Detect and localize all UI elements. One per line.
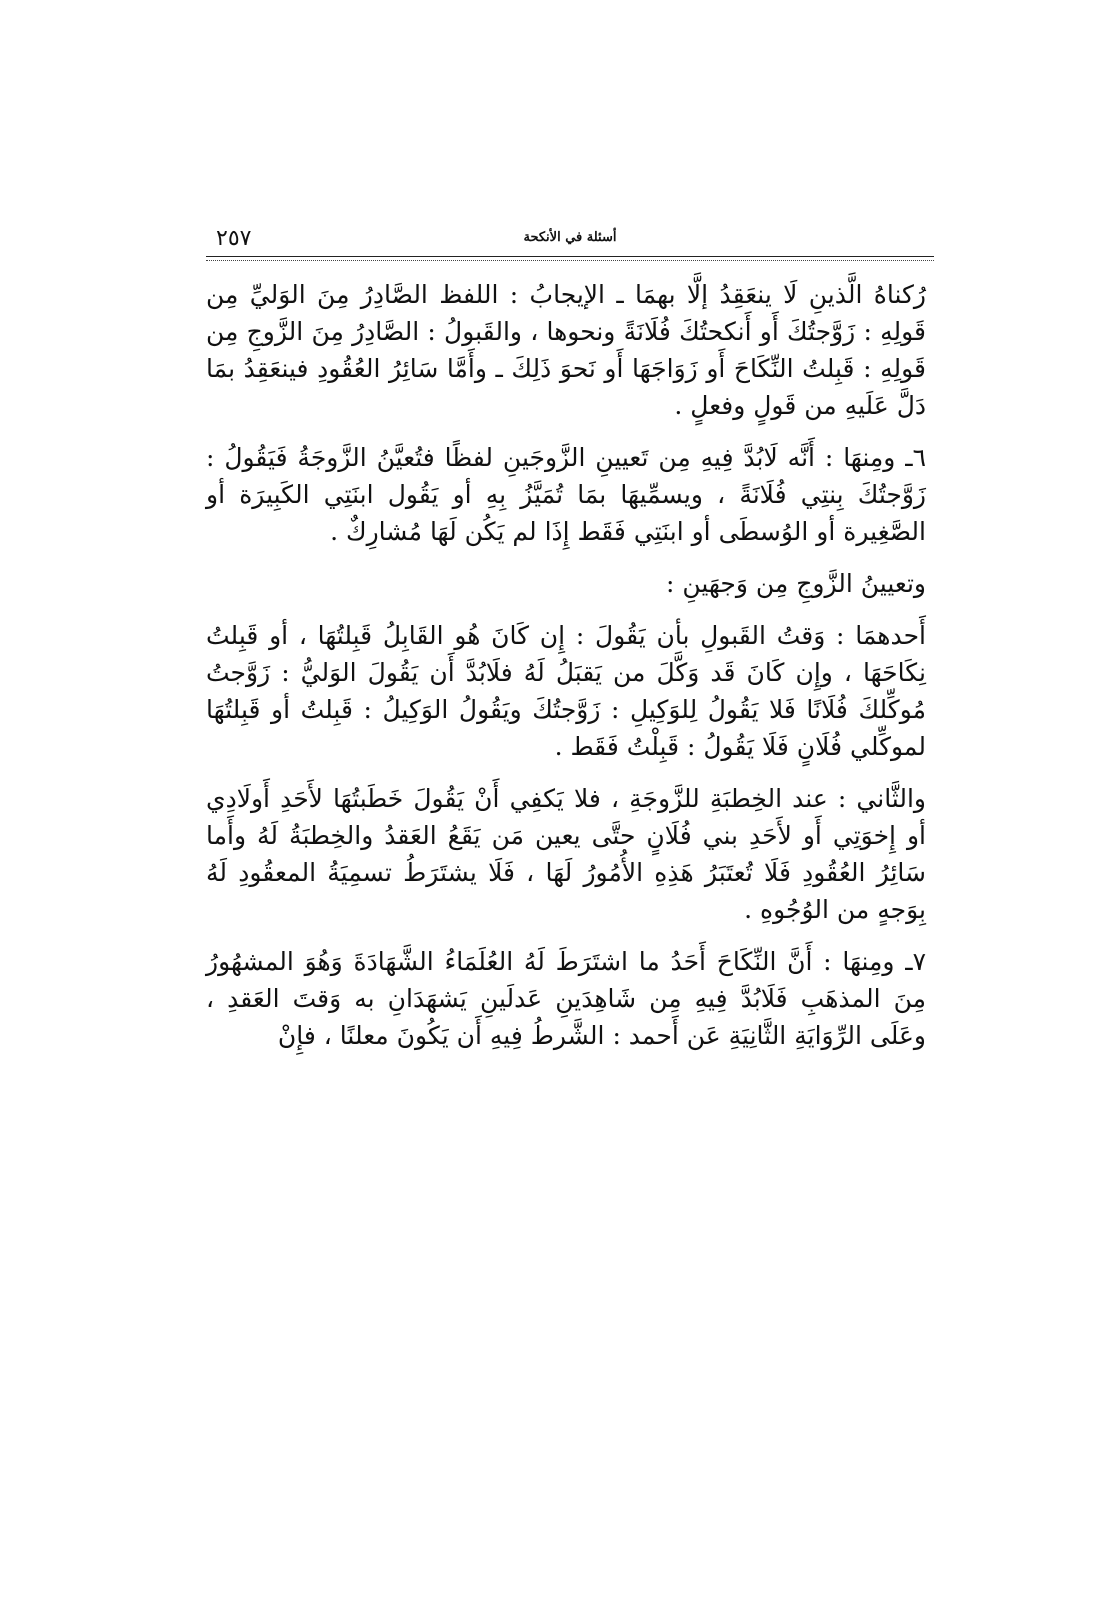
paragraph-item-7: ٧ـ ومِنهَا : أَنَّ النِّكَاحَ أَحَدُ ما اشتَرَطَ لَهُ العُلَمَاءُ الشَّهَادَةَ وَهُوَ المشهُورُ مِنَ المذهَبِ فَلَابُدَّ فِيهِ مِن شَاهِدَينِ عَدلَينِ يَشهَدَانِ به وَقتَ العَقدِ ، وعَلَى الرِّوَايَةِ الثَّانِيَةِ عَن أَحمد : الشَّرطُ فِيهِ أَن يَكُونَ معلنًا ، فإِنْ <box>206 947 926 1050</box>
header-rule <box>206 256 934 257</box>
running-header <box>206 222 934 258</box>
paragraph-pillars: رُكناهُ الَّذينِ لَا ينعَقِدُ إلَّا بهمَا ـ الإيجابُ : اللفظ الصَّادِرُ مِنَ الوَليِّ مِن قَولِهِ : زَوَّجتُكَ أَو أَنكحتُكَ فُلَانَةً ونحوها ، والقَبولُ : الصَّادِرُ مِنَ الزَّوجِ مِن قَولِهِ : قَبِلتُ النِّكَاحَ أَو زَوَاجَهَا أَو نَحوَ ذَلِكَ ـ وأَمَّا سَائِرُ العُقُودِ فينعَقِدُ بمَا دَلَّ عَلَيهِ من قَولٍ وفعلٍ . <box>206 280 926 420</box>
paragraph-first-aspect: أَحدهمَا : وَقتُ القَبولِ بأن يَقُولَ : إِن كَانَ هُو القَابِلُ قَبِلتُهَا ، أو قَبِلتُ نِكَاحَهَا ، وإِن كَانَ قَد وَكَّلَ من يَقبَلُ لَهُ فلَابُدَّ أَن يَقُولَ الوَليُّ : زَوَّجتُ مُوكِّلكَ فُلَانًا فَلا يَقُولُ لِلوَكِيلِ : زَوَّجتُكَ ويَقُولُ الوَكِيلُ : قَبِلتُ أو قَبِلتُهَا لموكِّلي فُلَانٍ فَلَا يَقُولُ : قَبِلْتُ فَقَط . <box>206 621 926 761</box>
header-dotted-rule <box>206 260 934 261</box>
page-number: ٢٥٧ <box>216 226 252 251</box>
running-title: أسئلة في الأنكحة <box>523 230 617 245</box>
paragraph-item-6: ٦ـ ومِنهَا : أَنَّه لَابُدَّ فِيهِ مِن تَعيينِ الزَّوجَينِ لفظًا فتُعيَّنُ الزَّوجَةُ فَيَقُولُ : زَوَّجتُكَ بِنتِي فُلَانَةً ، ويسمِّيهَا بمَا تُمَيَّزُ بِهِ أو يَقُول ابنَتِي الكَبِيرَة أو الصَّغِيرة أو الوُسطَى أو ابنَتِي فَقَط إِذَا لم يَكُن لَهَا مُشارِكٌ . <box>206 443 926 546</box>
paragraph-second-aspect: والثَّاني : عند الخِطبَةِ للزَّوجَةِ ، فلا يَكفِي أَنْ يَقُولَ خَطَبتُهَا لأَحَدِ أَولَادِي أو إِخوَتِي أَو لأَحَدِ بني فُلَانٍ حتَّى يعين مَن يَقَعُ العَقدُ والخِطبَةُ لَهُ وأَما سَائِرُ العُقُودِ فَلَا تُعتَبَرُ هَذِهِ الأُمُورُ لَهَا ، فَلَا يشتَرَطُ تسمِيَةُ المعقُودِ لَهُ بِوَجهٍ من الوُجُوهِ . <box>206 784 926 924</box>
paragraph-groom-identification: وتعيينُ الزَّوجِ مِن وَجهَينِ : <box>665 569 926 598</box>
body-text <box>206 276 926 1054</box>
